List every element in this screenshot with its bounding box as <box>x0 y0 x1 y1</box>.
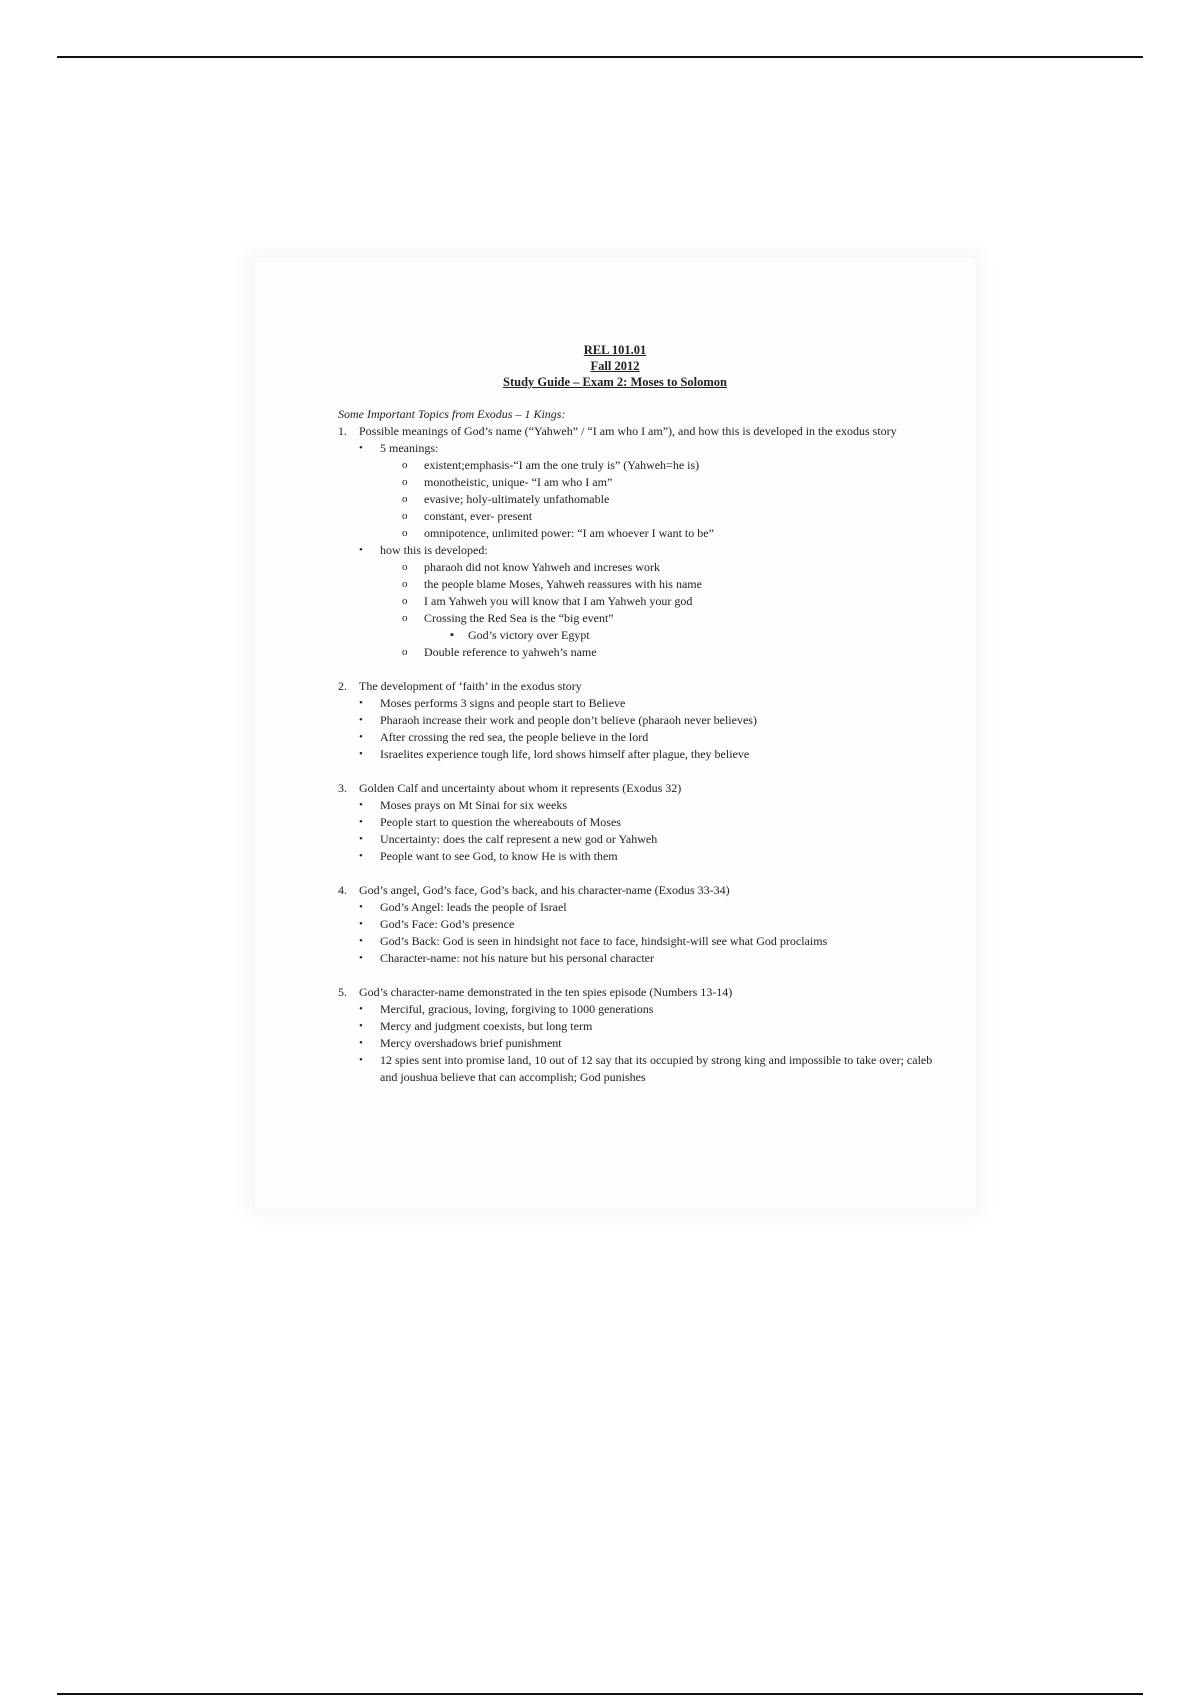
list-item: • 5 meanings: o existent;emphasis-“I am the one truly is” (Yahweh=he is) o monotheistic, unique- “I am who I am” o evasive; holy-ultimately unfathomable o constant, ever- present o omnipotence, unlimited power: “I am whoever I want to be” <box>380 440 938 542</box>
document-page <box>255 258 975 1208</box>
document-header <box>255 342 975 390</box>
bullet-icon: • <box>359 442 363 454</box>
hollow-bullet-icon: o <box>402 527 408 539</box>
list-item: • People start to question the whereabouts of Moses <box>359 815 621 829</box>
bullet-icon: • <box>359 1003 363 1015</box>
sub-item: o evasive; holy-ultimately unfathomable <box>402 492 610 506</box>
bullet-icon: • <box>359 918 363 930</box>
topic <box>338 423 938 661</box>
term: Fall 2012 <box>590 359 640 373</box>
sub-item: o monotheistic, unique- “I am who I am” <box>402 475 613 489</box>
topic-number: 3. <box>338 781 347 795</box>
top-rule <box>57 56 1143 58</box>
list-item: • God’s Angel: leads the people of Israel <box>359 900 567 914</box>
bullet-icon: • <box>359 748 363 760</box>
list-item: • God’s Back: God is seen in hindsight not face to face, hindsight-will see what God proclaims <box>359 934 828 948</box>
bullet-icon: • <box>359 1054 363 1066</box>
square-bullet-icon: ▪ <box>450 629 454 641</box>
topic-text: The development of ‘faith’ in the exodus story <box>359 679 582 693</box>
hollow-bullet-icon: o <box>402 646 408 658</box>
list-item: • Uncertainty: does the calf represent a new god or Yahweh <box>359 832 658 846</box>
bullet-list <box>338 797 938 865</box>
bullet-icon: • <box>359 952 363 964</box>
bullet-icon: • <box>359 1037 363 1049</box>
topic-text: God’s angel, God’s face, God’s back, and his character-name (Exodus 33-34) <box>359 883 730 897</box>
sub-item: o Double reference to yahweh’s name <box>402 645 597 659</box>
bullet-icon: • <box>359 799 363 811</box>
hollow-bullet-icon: o <box>402 612 408 624</box>
topic-number: 5. <box>338 985 347 999</box>
list-item: • God’s Face: God’s presence <box>359 917 515 931</box>
list-item: • Moses performs 3 signs and people start to Believe <box>359 696 626 710</box>
topic <box>338 882 938 967</box>
bullet-icon: • <box>359 816 363 828</box>
list-item: • Pharaoh increase their work and people don’t believe (pharaoh never believes) <box>359 713 757 727</box>
list-item: • Merciful, gracious, loving, forgiving to 1000 generations <box>359 1002 654 1016</box>
bullet-icon: • <box>359 901 363 913</box>
list-item: • 12 spies sent into promise land, 10 out of 12 say that its occupied by strong king and impossible to take over; caleb and joushua believe that can accomplish; God punishes <box>359 1053 933 1084</box>
topic-text: God’s character-name demonstrated in the ten spies episode (Numbers 13-14) <box>359 985 733 999</box>
sub-item: o Crossing the Red Sea is the “big event” ▪ God’s victory over Egypt <box>424 610 938 644</box>
sub-item: o omnipotence, unlimited power: “I am whoever I want to be” <box>402 526 714 540</box>
course-code: REL 101.01 <box>583 343 647 357</box>
bullet-icon: • <box>359 1020 363 1032</box>
sub-sub-list <box>424 627 938 644</box>
topic-number: 1. <box>338 424 347 438</box>
bullet-icon: • <box>359 935 363 947</box>
hollow-bullet-icon: o <box>402 510 408 522</box>
hollow-bullet-icon: o <box>402 493 408 505</box>
sub-item: o the people blame Moses, Yahweh reassures with his name <box>402 577 702 591</box>
bullet-list <box>338 1001 938 1086</box>
list-item: • Mercy and judgment coexists, but long term <box>359 1019 593 1033</box>
document-title: Study Guide – Exam 2: Moses to Solomon <box>503 375 727 389</box>
topic <box>338 984 938 1086</box>
bullet-icon: • <box>359 697 363 709</box>
sub-list <box>380 559 938 661</box>
sub-item: o constant, ever- present <box>402 509 533 523</box>
bullet-icon: • <box>359 714 363 726</box>
bullet-icon: • <box>359 544 363 556</box>
document-body <box>338 406 938 1086</box>
hollow-bullet-icon: o <box>402 578 408 590</box>
list-item: • Character-name: not his nature but his personal character <box>359 951 654 965</box>
bullet-icon: • <box>359 850 363 862</box>
topic-number: 2. <box>338 679 347 693</box>
bullet-icon: • <box>359 833 363 845</box>
bottom-rule <box>57 1693 1143 1695</box>
intro-heading: Some Important Topics from Exodus – 1 Kings: <box>338 407 566 421</box>
hollow-bullet-icon: o <box>402 595 408 607</box>
sub-item: o existent;emphasis-“I am the one truly is” (Yahweh=he is) <box>402 458 700 472</box>
hollow-bullet-icon: o <box>402 561 408 573</box>
sub-item: o pharaoh did not know Yahweh and increses work <box>402 560 660 574</box>
list-item: • People want to see God, to know He is with them <box>359 849 618 863</box>
bullet-icon: • <box>359 731 363 743</box>
list-item: • how this is developed: o pharaoh did not know Yahweh and increses work o the people blame Moses, Yahweh reassures with his name o I am Yahweh you will know that I am Yahweh your god o Crossing the Red Sea is the “big event” ▪ God’s victory over Egypt o Double reference to yahweh’s name <box>380 542 938 661</box>
sub-item: o I am Yahweh you will know that I am Yahweh your god <box>402 594 693 608</box>
list-item: • Mercy overshadows brief punishment <box>359 1036 562 1050</box>
topic-text: Possible meanings of God’s name (“Yahweh” / “I am who I am”), and how this is developed in the exodus story <box>359 424 897 438</box>
list-item: • After crossing the red sea, the people believe in the lord <box>359 730 649 744</box>
topic <box>338 678 938 763</box>
topic-number: 4. <box>338 883 347 897</box>
hollow-bullet-icon: o <box>402 459 408 471</box>
topic-text: Golden Calf and uncertainty about whom it represents (Exodus 32) <box>359 781 682 795</box>
hollow-bullet-icon: o <box>402 476 408 488</box>
list-item: • Israelites experience tough life, lord shows himself after plague, they believe <box>359 747 750 761</box>
bullet-list <box>338 695 938 763</box>
sub-list <box>380 457 938 542</box>
list-item: • Moses prays on Mt Sinai for six weeks <box>359 798 567 812</box>
topic <box>338 780 938 865</box>
bullet-list <box>338 440 938 661</box>
sub-sub-item: ▪ God’s victory over Egypt <box>450 628 590 642</box>
bullet-list <box>338 899 938 967</box>
